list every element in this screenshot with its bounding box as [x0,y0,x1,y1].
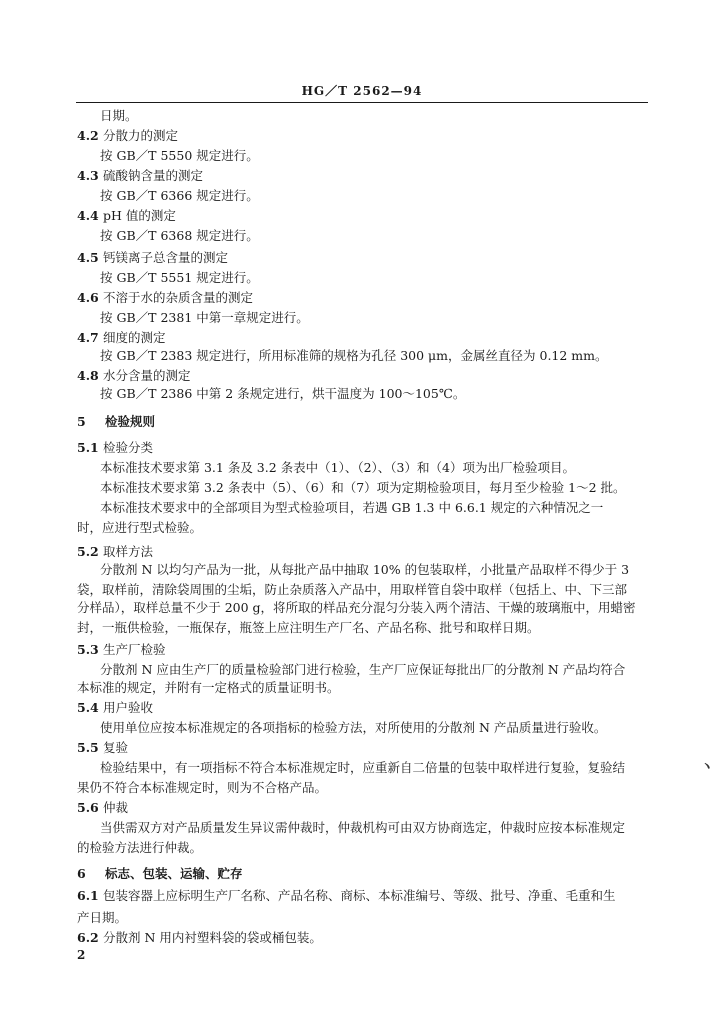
paragraph-continuation: 的检验方法进行仲裁。 [77,840,203,855]
paragraph-line: 检验结果中，有一项指标不符合本标准规定时，应重新自二倍量的包装中取样进行复验，复验结 [100,760,626,775]
paragraph-line: 本标准技术要求第 3.2 条表中（5）、（6）和（7）项为定期检验项目，每月至少检验 1～2 批。 [100,480,626,495]
clause-number: 4.5 [77,250,99,265]
section-heading [77,866,243,882]
page-number: 2 [77,948,86,962]
clause-title: 水分含量的测定 [103,368,191,383]
clause-heading [77,250,228,266]
clause-number: 4.4 [77,208,99,223]
clause-number: 5.5 [77,740,99,755]
paragraph-line: 日期。 [100,108,138,123]
clause-heading [77,440,153,456]
page-header: HG／T 2562—94 [301,84,423,98]
clause-heading [77,168,203,184]
paragraph-line: 分散剂 N 应由生产厂的质量检验部门进行检验，生产厂应保证每批出厂的分散剂 N 产品均符合 [100,662,626,677]
paragraph-line: 按 GB／T 5551 规定进行。 [100,270,259,285]
clause-title: 硫酸钠含量的测定 [103,168,204,183]
clause-number: 4.8 [77,368,99,383]
clause-title: 钙镁离子总含量的测定 [103,250,229,265]
paragraph-line: 本标准技术要求第 3.1 条及 3.2 条表中（1）、（2）、（3）和（4）项为出厂检验项目。 [100,460,575,475]
paragraph-continuation: 分样品），取样总量不少于 200 g，将所取的样品充分混匀分装入两个清洁、干燥的玻璃瓶中，用蜡密 [77,600,636,615]
clause-number: 6.2 [77,930,99,945]
paragraph-continuation: 封，一瓶供检验，一瓶保存，瓶签上应注明生产厂名、产品名称、批号和取样日期。 [77,620,540,635]
clause-heading [77,888,616,904]
clause-heading [77,700,153,716]
clause-heading [77,368,191,384]
paragraph-continuation: 本标准的规定，并附有一定格式的质量证明书。 [77,680,340,695]
clause-number: 4.3 [77,168,99,183]
clause-title: 检验规则 [105,414,156,429]
clause-heading [77,800,128,816]
clause-heading [77,930,322,946]
clause-number: 5.1 [77,440,99,455]
clause-heading [77,290,253,306]
clause-heading [77,544,153,560]
paragraph-line: 按 GB／T 2383 规定进行，所用标准筛的规格为孔径 300 μm，金属丝直径为 0.12 mm。 [100,348,608,363]
clause-title: 分散剂 N 用内衬塑料袋的袋或桶包装。 [103,930,322,945]
clause-heading [77,330,166,346]
clause-title: pH 值的测定 [103,208,176,223]
header-rule [76,102,648,103]
clause-number: 6 [77,866,86,881]
clause-heading [77,208,176,224]
section-heading [77,414,155,430]
clause-number: 5.3 [77,642,99,657]
paragraph-line: 按 GB／T 5550 规定进行。 [100,148,259,163]
clause-number: 5.2 [77,544,99,559]
margin-mark: ヽ [700,759,714,775]
paragraph-line: 按 GB／T 2386 中第 2 条规定进行，烘干温度为 100～105℃。 [100,386,466,401]
clause-title: 标志、包装、运输、贮存 [105,866,243,881]
paragraph-continuation: 果仍不符合本标准规定时，则为不合格产品。 [77,780,328,795]
clause-title: 仲裁 [103,800,129,815]
clause-number: 5.6 [77,800,99,815]
clause-title: 检验分类 [103,440,154,455]
clause-number: 6.1 [77,888,99,903]
paragraph-line: 按 GB／T 2381 中第一章规定进行。 [100,310,309,325]
clause-title: 复验 [103,740,129,755]
clause-title: 包装容器上应标明生产厂名称、产品名称、商标、本标准编号、等级、批号、净重、毛重和生 [103,888,616,903]
paragraph-continuation: 时，应进行型式检验。 [77,520,203,535]
clause-title: 细度的测定 [103,330,166,345]
clause-heading [77,642,166,658]
clause-title: 不溶于水的杂质含量的测定 [103,290,254,305]
paragraph-continuation: 产日期。 [77,910,128,925]
paragraph-continuation: 袋，取样前，清除袋周围的尘垢，防止杂质落入产品中，用取样管自袋中取样（包括上、中、下三部 [77,582,628,597]
paragraph-line: 分散剂 N 以均匀产品为一批，从每批产品中抽取 10% 的包装取样，小批量产品取样不得少于 3 [100,562,630,577]
clause-title: 用户验收 [103,700,154,715]
paragraph-line: 按 GB／T 6368 规定进行。 [100,228,259,243]
clause-number: 4.6 [77,290,99,305]
clause-number: 5.4 [77,700,99,715]
paragraph-line: 本标准技术要求中的全部项目为型式检验项目，若遇 GB 1.3 中 6.6.1 规定的六种情况之一 [100,500,604,515]
clause-number: 5 [77,414,86,429]
clause-number: 4.2 [77,128,99,143]
clause-title: 取样方法 [103,544,154,559]
clause-title: 生产厂检验 [103,642,166,657]
clause-title: 分散力的测定 [103,128,179,143]
paragraph-line: 当供需双方对产品质量发生异议需仲裁时，仲裁机构可由双方协商选定，仲裁时应按本标准规定 [100,820,626,835]
clause-heading [77,740,128,756]
clause-number: 4.7 [77,330,99,345]
clause-heading [77,128,178,144]
paragraph-line: 使用单位应按本标准规定的各项指标的检验方法，对所使用的分散剂 N 产品质量进行验收。 [100,720,607,735]
paragraph-line: 按 GB／T 6366 规定进行。 [100,188,259,203]
